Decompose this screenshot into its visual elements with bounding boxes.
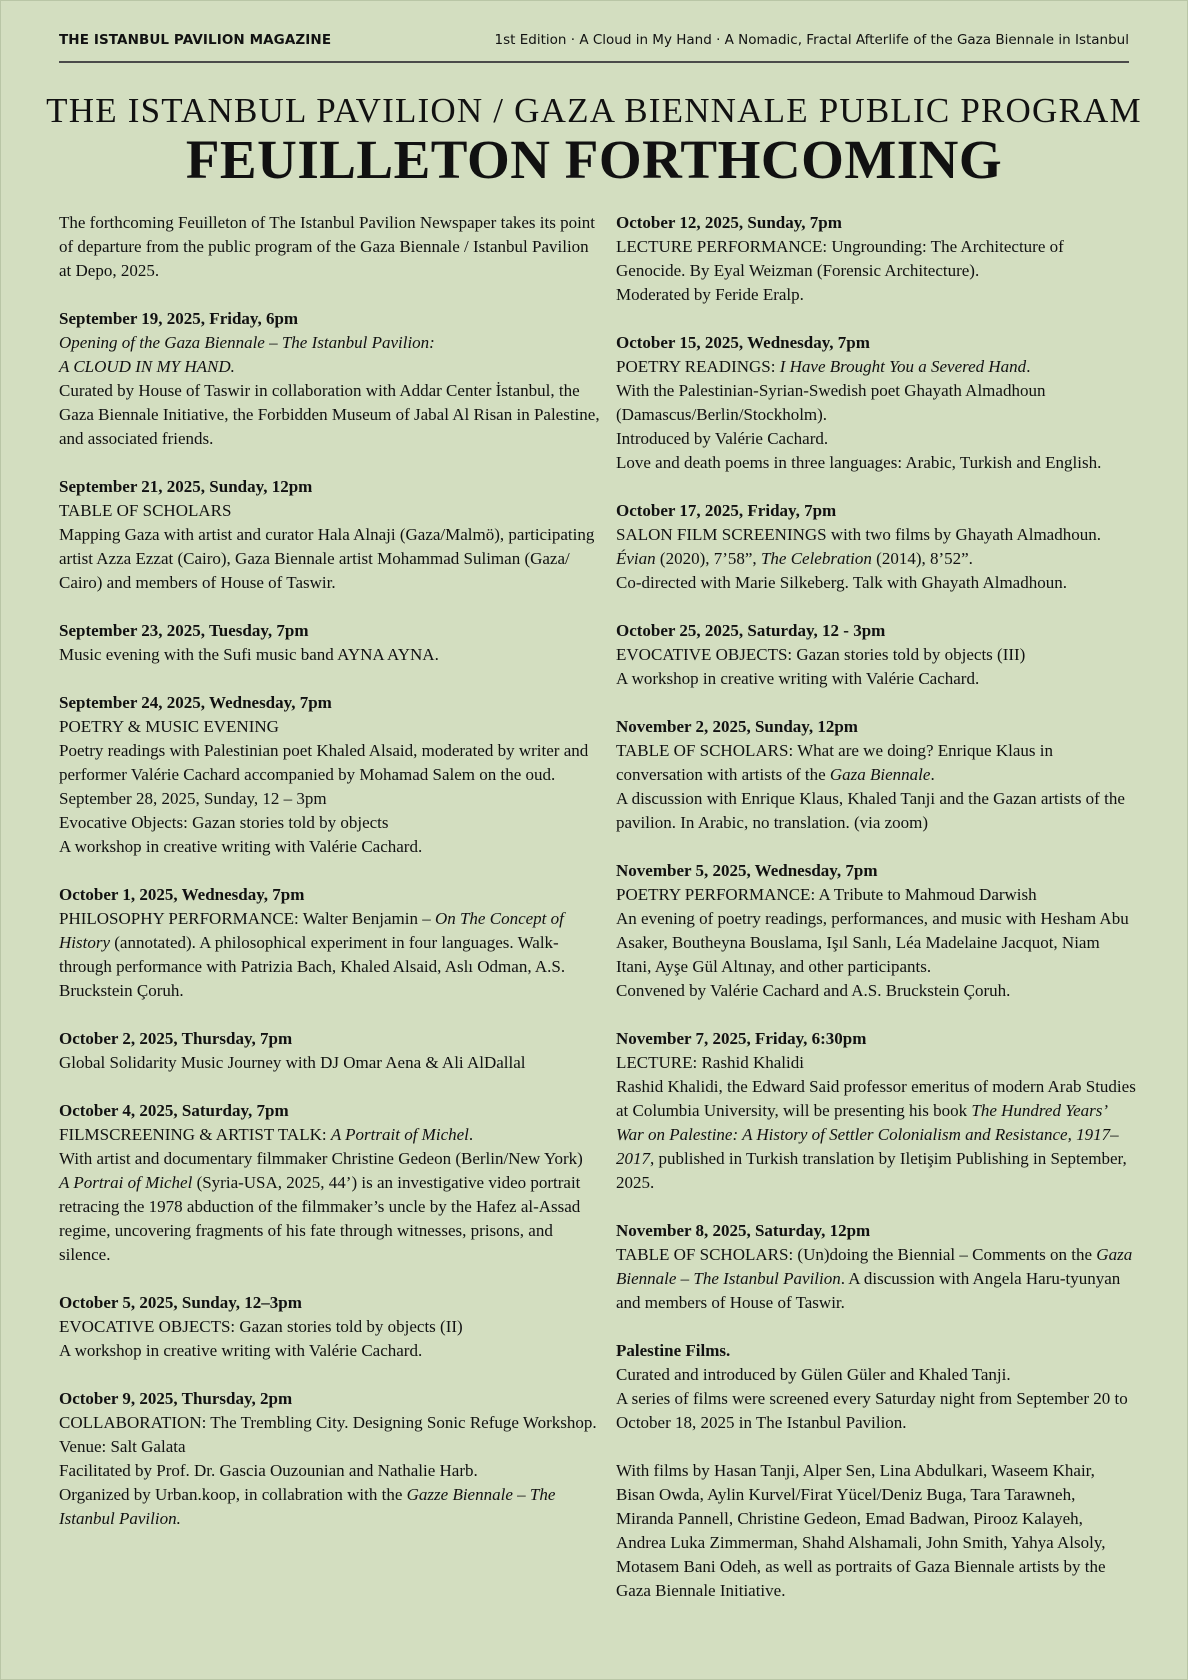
event-description: Mapping Gaza with artist and curator Hala Alnaji (Gaza/Malmö), participating artist Azza Ezzat (Cairo), Gaza Biennale artist Mohammad Suliman (Gaza/ Cairo) and members of House of Taswir. xyxy=(59,525,595,592)
event-oct4 xyxy=(59,1099,604,1267)
book-title: The Hundred Years’ War on Palestine: A History of Settler Colonialism and Resistance, 1917–2017 xyxy=(616,1101,1119,1168)
event-title: EVOCATIVE OBJECTS: Gazan stories told by objects (III) xyxy=(616,645,1026,664)
event-date: October 12, 2025, Sunday, 7pm xyxy=(616,213,842,232)
event-description: Organized by Urban.koop, in collabration with the xyxy=(59,1485,407,1504)
edition-line: 1st Edition · A Cloud in My Hand · A Nomadic, Fractal Afterlife of the Gaza Biennale in Istanbul xyxy=(494,32,1129,48)
event-description: , published in Turkish translation by Iletişim Publishing in September, 2025. xyxy=(616,1149,1127,1192)
event-description: Music evening with the Sufi music band AYNA AYNA. xyxy=(59,645,439,664)
event-title: POETRY READINGS: xyxy=(616,357,780,376)
film-makers-list: With films by Hasan Tanji, Alper Sen, Lina Abdulkari, Waseem Khair, Bisan Owda, Aylin Kurvel/Firat Yücel/Deniz Buga, Tara Tarawneh, Miranda Pannell, Christine Gedeon, Emad Badwan, Pirooz Kalayeh, Andrea Luka Zimmerman, Shahd Alshamali, John Smith, Yahya Alsoly, Motasem Bani Odeh, as well as portraits of Gaza Biennale artists by the Gaza Biennale Initiative. xyxy=(616,1461,1106,1600)
event-description: (annotated). A philosophical experiment in four languages. Walk-through performance with Patrizia Bach, Khaled Alsaid, Aslı Odman, A.S. Bruckstein Çoruh. xyxy=(59,933,566,1000)
event-oct1 xyxy=(59,883,604,1003)
event-date: October 4, 2025, Saturday, 7pm xyxy=(59,1101,289,1120)
event-date: September 23, 2025, Tuesday, 7pm xyxy=(59,621,309,640)
punctuation: . xyxy=(930,765,935,784)
event-date: October 25, 2025, Saturday, 12 - 3pm xyxy=(616,621,886,640)
event-description: An evening of poetry readings, performances, and music with Hesham Abu Asaker, Boutheyna Bouslama, Işıl Sanlı, Léa Madelaine Jacquot, Niam Itani, Ayşe Gül Altınay, and other participants. xyxy=(616,909,1129,976)
work-title: Gaza Biennale xyxy=(829,765,931,784)
event-date: November 8, 2025, Saturday, 12pm xyxy=(616,1221,871,1240)
film-title: The Celebration xyxy=(760,549,872,568)
event-description: Convened by Valérie Cachard and A.S. Bruckstein Çoruh. xyxy=(616,981,1011,1000)
work-title: I Have Brought You a Severed Hand xyxy=(779,357,1027,376)
event-nov8 xyxy=(616,1219,1136,1315)
event-description: A workshop in creative writing with Valérie Cachard. xyxy=(616,669,980,688)
event-date: October 1, 2025, Wednesday, 7pm xyxy=(59,885,305,904)
work-title: Gazze Biennale – The Istanbul Pavilion. xyxy=(59,1485,556,1528)
event-oct9 xyxy=(59,1387,604,1531)
event-date: October 17, 2025, Friday, 7pm xyxy=(616,501,837,520)
film-list-line xyxy=(616,547,1136,571)
event-date: September 21, 2025, Sunday, 12pm xyxy=(59,477,313,496)
event-title: LECTURE: Rashid Khalidi xyxy=(616,1053,804,1072)
punctuation: . xyxy=(1026,357,1031,376)
event-title: POETRY & MUSIC EVENING xyxy=(59,717,279,736)
event-description: . A discussion with Angela Haru-tyunyan and members of House of Taswir. xyxy=(616,1269,1121,1312)
event-oct15 xyxy=(616,331,1136,475)
event-sep19 xyxy=(59,307,604,451)
event-extra-title: Evocative Objects: Gazan stories told by objects xyxy=(59,813,389,832)
event-description: Facilitated by Prof. Dr. Gascia Ouzounian and Nathalie Harb. xyxy=(59,1461,478,1480)
section-title: Palestine Films. xyxy=(616,1341,731,1360)
work-title: Gaza Biennale – The Istanbul Pavilion xyxy=(616,1245,1133,1288)
event-nov5 xyxy=(616,859,1136,1003)
title-block xyxy=(1,91,1187,189)
event-moderator: Moderated by Feride Eralp. xyxy=(616,285,804,304)
event-description: (Syria-USA, 2025, 44’) is an investigative video portrait retracing the 1978 abduction of the filmmaker’s uncle by the Hafez al-Assad regime, uncovering fragments of his fate through witnesses, prisons, and silence. xyxy=(59,1173,581,1264)
event-sep23 xyxy=(59,619,604,667)
event-description: Global Solidarity Music Journey with DJ Omar Aena & Ali AlDallal xyxy=(59,1053,526,1072)
event-nov2 xyxy=(616,715,1136,835)
event-description: A discussion with Enrique Klaus, Khaled Tanji and the Gazan artists of the pavilion. In Arabic, no translation. (via zoom) xyxy=(616,789,1125,832)
event-date: November 7, 2025, Friday, 6:30pm xyxy=(616,1029,867,1048)
event-date: September 24, 2025, Wednesday, 7pm xyxy=(59,693,332,712)
event-description: Introduced by Valérie Cachard. xyxy=(616,429,829,448)
event-date: October 5, 2025, Sunday, 12–3pm xyxy=(59,1293,302,1312)
event-date: November 5, 2025, Wednesday, 7pm xyxy=(616,861,878,880)
event-description: Co-directed with Marie Silkeberg. Talk with Ghayath Almadhoun. xyxy=(616,573,1067,592)
film-info: (2014), 8’52”. xyxy=(871,549,973,568)
palestine-films xyxy=(616,1339,1136,1435)
event-date: October 15, 2025, Wednesday, 7pm xyxy=(616,333,870,352)
event-oct12 xyxy=(616,211,1136,307)
intro-paragraph: The forthcoming Feuilleton of The Istanbul Pavilion Newspaper takes its point of departure from the public program of the Gaza Biennale / Istanbul Pavilion at Depo, 2025. xyxy=(59,213,596,280)
event-title-line xyxy=(616,739,1136,787)
film-title: Évian xyxy=(616,549,656,568)
event-title: TABLE OF SCHOLARS: What are we doing? Enrique Klaus in conversation with artists of the xyxy=(616,741,1053,784)
right-column xyxy=(616,211,1136,1627)
event-description: Poetry readings with Palestinian poet Khaled Alsaid, moderated by writer and performer Valérie Cachard accompanied by Mohamad Salem on the oud. xyxy=(59,741,589,784)
event-title: FILMSCREENING & ARTIST TALK: xyxy=(59,1125,331,1144)
left-column xyxy=(59,211,604,1555)
curators-line: Curated and introduced by Gülen Güler and Khaled Tanji. xyxy=(616,1365,1011,1384)
event-description: LECTURE PERFORMANCE: Ungrounding: The Architecture of Genocide. By Eyal Weizman (Forensic Architecture). xyxy=(616,237,1064,280)
event-title: EVOCATIVE OBJECTS: Gazan stories told by objects (II) xyxy=(59,1317,463,1336)
event-date: September 19, 2025, Friday, 6pm xyxy=(59,309,299,328)
event-description: With the Palestinian-Syrian-Swedish poet Ghayath Almadhoun (Damascus/Berlin/Stockholm). xyxy=(616,381,1046,424)
magazine-name: THE ISTANBUL PAVILION MAGAZINE xyxy=(59,32,332,48)
event-date: November 2, 2025, Sunday, 12pm xyxy=(616,717,858,736)
page-title: FEUILLETON FORTHCOMING xyxy=(185,129,1003,190)
event-extra-description: A workshop in creative writing with Valérie Cachard. xyxy=(59,837,423,856)
event-date: October 9, 2025, Thursday, 2pm xyxy=(59,1389,293,1408)
event-title: POETRY PERFORMANCE: A Tribute to Mahmoud Darwish xyxy=(616,885,1037,904)
event-description: A workshop in creative writing with Valérie Cachard. xyxy=(59,1341,423,1360)
punctuation: . xyxy=(468,1125,474,1144)
event-nov7 xyxy=(616,1027,1136,1195)
event-title-line xyxy=(59,1123,604,1147)
event-title: A CLOUD IN MY HAND. xyxy=(59,357,235,376)
event-title-line xyxy=(616,355,1136,379)
event-title: TABLE OF SCHOLARS xyxy=(59,501,232,520)
work-title: A Portrai of Michel xyxy=(59,1173,193,1192)
work-title: A Portrait of Michel xyxy=(330,1125,469,1144)
event-oct2 xyxy=(59,1027,604,1075)
event-oct5 xyxy=(59,1291,604,1363)
masthead xyxy=(59,25,1129,63)
schedule-line: A series of films were screened every Saturday night from September 20 to October 18, 2025 in The Istanbul Pavilion. xyxy=(616,1389,1128,1432)
event-oct25 xyxy=(616,619,1136,691)
film-info: (2020), 7’58”, xyxy=(655,549,761,568)
event-description: Love and death poems in three languages: Arabic, Turkish and English. xyxy=(616,453,1102,472)
program-supertitle: THE ISTANBUL PAVILION / GAZA BIENNALE PUBLIC PROGRAM xyxy=(46,91,1142,130)
event-description: With artist and documentary filmmaker Christine Gedeon (Berlin/New York) xyxy=(59,1149,583,1168)
event-description: PHILOSOPHY PERFORMANCE: Walter Benjamin – xyxy=(59,909,435,928)
event-description: Rashid Khalidi, the Edward Said professor emeritus of modern Arab Studies at Columbia University, will be presenting his book xyxy=(616,1077,1136,1120)
event-date: October 2, 2025, Thursday, 7pm xyxy=(59,1029,293,1048)
event-sep24 xyxy=(59,691,604,859)
work-title: On The Concept of History xyxy=(59,909,564,952)
event-extra-date: September 28, 2025, Sunday, 12 – 3pm xyxy=(59,789,327,808)
event-description: Curated by House of Taswir in collaboration with Addar Center İstanbul, the Gaza Biennale Initiative, the Forbidden Museum of Jabal Al Risan in Palestine, and associated friends. xyxy=(59,381,600,448)
event-sep21 xyxy=(59,475,604,595)
event-title: TABLE OF SCHOLARS: (Un)doing the Biennial – Comments on the xyxy=(616,1245,1097,1264)
event-oct17 xyxy=(616,499,1136,595)
event-title: SALON FILM SCREENINGS with two films by Ghayath Almadhoun. xyxy=(616,525,1101,544)
event-title: COLLABORATION: The Trembling City. Designing Sonic Refuge Workshop. Venue: Salt Galata xyxy=(59,1413,597,1456)
event-title: Opening of the Gaza Biennale – The Istanbul Pavilion: xyxy=(59,333,435,352)
